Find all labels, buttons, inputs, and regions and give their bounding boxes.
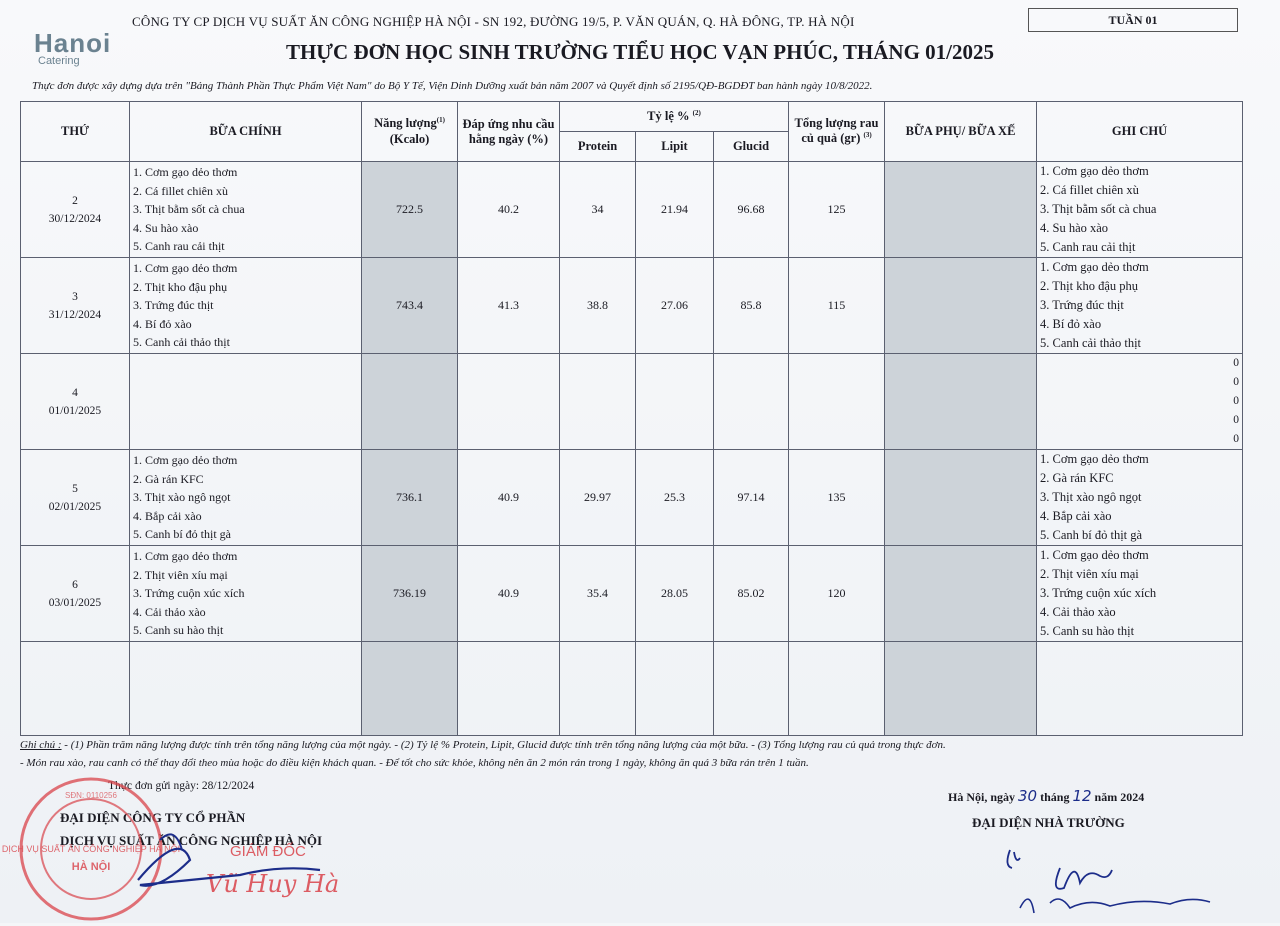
glucid-cell bbox=[714, 162, 789, 258]
daily-cell bbox=[458, 354, 560, 450]
stamp-city: HÀ NỘI bbox=[71, 861, 111, 873]
empty-cell bbox=[458, 642, 560, 736]
glucid-cell bbox=[714, 546, 789, 642]
note-item: 4. Bắp cải xào bbox=[1040, 509, 1112, 523]
month-label: tháng bbox=[1040, 790, 1070, 804]
daily-value: 40.2 bbox=[498, 202, 519, 216]
company-rep-line-2: DỊCH VỤ SUẤT ĂN CÔNG NGHIỆP HÀ NỘI bbox=[60, 833, 323, 848]
energy-value: 736.19 bbox=[393, 586, 426, 600]
note-item: 2. Cá fillet chiên xù bbox=[1040, 183, 1139, 197]
note-item: 4. Bí đỏ xào bbox=[1040, 317, 1102, 331]
col-main: BỮA CHÍNH bbox=[130, 102, 362, 162]
note-item: 1. Cơm gạo dẻo thơm bbox=[1040, 164, 1149, 178]
note-item: 3. Thịt xào ngô ngọt bbox=[1040, 490, 1142, 504]
note-item: 3. Trứng cuộn xúc xích bbox=[1040, 586, 1157, 600]
footnote-line-2: - Món rau xào, rau canh có thể thay đổi theo mùa hoặc do điều kiện khách quan. - Để tốt cho sức khỏe, không nên ăn 2 món rán trong 1 ngày, không ăn quá 3 bữa rán trên 1 tuần. bbox=[20, 757, 809, 769]
energy-cell bbox=[362, 546, 458, 642]
main-meal-cell bbox=[130, 354, 362, 450]
glucid-cell bbox=[714, 354, 789, 450]
empty-cell bbox=[560, 642, 636, 736]
day-cell bbox=[21, 450, 130, 546]
dish-item: 3. Thịt bằm sốt cà chua bbox=[133, 202, 245, 217]
day-date: 31/12/2024 bbox=[48, 308, 102, 321]
dish-item: 2. Thịt viên xíu mại bbox=[133, 567, 228, 582]
day-cell bbox=[21, 354, 130, 450]
empty-cell bbox=[1037, 642, 1243, 736]
note-item: 4. Su hào xào bbox=[1040, 221, 1109, 235]
notes-cell bbox=[1037, 450, 1243, 546]
notes-cell bbox=[1037, 546, 1243, 642]
protein-cell bbox=[560, 546, 636, 642]
table-row bbox=[21, 450, 1243, 546]
school-representative: ĐẠI DIỆN NHÀ TRƯỜNG bbox=[972, 815, 1125, 830]
daily-value: 41.3 bbox=[498, 298, 519, 312]
dish-item: 3. Trứng cuộn xúc xích bbox=[133, 586, 245, 601]
day-cell bbox=[21, 546, 130, 642]
day-number: 4 bbox=[72, 386, 78, 399]
veg-value: 135 bbox=[827, 490, 846, 504]
dish-item: 5. Canh su hào thịt bbox=[133, 623, 224, 638]
director-title: GIÁM ĐỐC bbox=[230, 843, 306, 860]
veg-value: 125 bbox=[827, 202, 846, 216]
page-title: THỰC ĐƠN HỌC SINH TRƯỜNG TIỂU HỌC VẠN PHÚC, THÁNG 01/2025 bbox=[285, 40, 995, 64]
company-header: CÔNG TY CP DỊCH VỤ SUẤT ĂN CÔNG NGHIỆP HÀ NỘI - SN 192, ĐƯỜNG 19/5, P. VĂN QUÁN, Q. HÀ ĐÔNG, TP. HÀ NỘI bbox=[132, 14, 855, 29]
veg-cell bbox=[789, 162, 885, 258]
veg-footnote-mark: (3) bbox=[863, 131, 872, 140]
empty-cell bbox=[714, 642, 789, 736]
note-item: 1. Cơm gạo dẻo thơm bbox=[1040, 452, 1149, 466]
day-cell bbox=[21, 162, 130, 258]
col-energy bbox=[362, 102, 458, 162]
main-meal-cell bbox=[130, 546, 362, 642]
energy-value: 722.5 bbox=[396, 202, 423, 216]
year-label: năm 2024 bbox=[1094, 790, 1145, 804]
col-veg bbox=[789, 102, 885, 162]
protein-cell bbox=[560, 354, 636, 450]
dish-item: 2. Cá fillet chiên xù bbox=[133, 183, 228, 198]
signing-place-date bbox=[948, 787, 1144, 805]
director-signature bbox=[120, 820, 380, 910]
energy-value: 743.4 bbox=[396, 298, 423, 312]
notes-cell bbox=[1037, 258, 1243, 354]
empty-cell bbox=[789, 642, 885, 736]
sign-day: 30 bbox=[1018, 787, 1038, 805]
col-energy-label: Năng lượng bbox=[374, 116, 437, 131]
col-side: BỮA PHỤ/ BỮA XẾ bbox=[885, 102, 1037, 162]
main-meal-cell bbox=[130, 162, 362, 258]
veg-value: 115 bbox=[827, 298, 846, 312]
col-lipit: Lipit bbox=[636, 132, 714, 162]
dish-item: 1. Cơm gạo dẻo thơm bbox=[133, 261, 238, 276]
place-label: Hà Nội, ngày bbox=[948, 790, 1016, 804]
sent-value: 28/12/2024 bbox=[201, 780, 255, 792]
veg-value: 120 bbox=[827, 586, 846, 600]
protein-cell bbox=[560, 450, 636, 546]
table-row bbox=[21, 258, 1243, 354]
note-item: 5. Canh rau cải thịt bbox=[1040, 240, 1136, 254]
protein-value: 29.97 bbox=[584, 490, 611, 504]
side-meal-cell bbox=[885, 162, 1037, 258]
school-signature bbox=[1000, 838, 1240, 923]
lipit-cell bbox=[636, 258, 714, 354]
energy-cell bbox=[362, 162, 458, 258]
company-rep-line-1: ĐẠI DIỆN CÔNG TY CỔ PHẦN bbox=[60, 810, 246, 825]
protein-cell bbox=[560, 258, 636, 354]
dish-item: 4. Bắp cải xào bbox=[133, 508, 202, 523]
note-item: 0 bbox=[1233, 414, 1239, 426]
note-item: 3. Trứng đúc thịt bbox=[1040, 298, 1124, 312]
daily-cell bbox=[458, 258, 560, 354]
side-meal-cell bbox=[885, 546, 1037, 642]
veg-cell bbox=[789, 546, 885, 642]
day-date: 30/12/2024 bbox=[48, 212, 102, 225]
protein-value: 38.8 bbox=[587, 298, 608, 312]
dish-item: 5. Canh bí đỏ thịt gà bbox=[133, 527, 231, 542]
sign-month: 12 bbox=[1072, 787, 1092, 805]
note-item: 5. Canh su hào thịt bbox=[1040, 624, 1135, 638]
protein-cell bbox=[560, 162, 636, 258]
dish-item: 1. Cơm gạo dẻo thơm bbox=[133, 453, 238, 468]
table-row bbox=[21, 354, 1243, 450]
menu-body bbox=[21, 162, 1243, 736]
notes-cell bbox=[1037, 162, 1243, 258]
lipit-value: 28.05 bbox=[661, 586, 688, 600]
note-item: 5. Canh bí đỏ thịt gà bbox=[1040, 528, 1143, 542]
table-row bbox=[21, 162, 1243, 258]
day-number: 2 bbox=[72, 194, 78, 207]
glucid-value: 97.14 bbox=[737, 490, 765, 504]
note-item: 0 bbox=[1233, 357, 1239, 369]
lipit-cell bbox=[636, 162, 714, 258]
col-day: THỨ bbox=[21, 102, 130, 162]
empty-cell bbox=[130, 642, 362, 736]
col-veg-label: Tổng lượng rau củ quả (gr) bbox=[794, 116, 879, 146]
footnote-text-1: - (1) Phần trăm năng lượng được tính trên tổng năng lượng của một ngày. - (2) Tỷ lệ % Protein, Lipit, Glucid được tính trên tổng năng lượng của một bữa. - (3) Tổng lượng rau củ quả trong thực đơn. bbox=[64, 739, 946, 751]
note-item: 0 bbox=[1233, 433, 1239, 445]
energy-cell bbox=[362, 354, 458, 450]
lipit-cell bbox=[636, 354, 714, 450]
col-protein: Protein bbox=[560, 132, 636, 162]
energy-cell bbox=[362, 450, 458, 546]
empty-cell bbox=[885, 642, 1037, 736]
day-date: 01/01/2025 bbox=[48, 404, 102, 417]
day-date: 03/01/2025 bbox=[48, 596, 102, 609]
lipit-value: 21.94 bbox=[661, 202, 688, 216]
dish-item: 4. Cải thảo xào bbox=[133, 604, 206, 619]
veg-cell bbox=[789, 258, 885, 354]
side-meal-cell bbox=[885, 258, 1037, 354]
col-glucid: Glucid bbox=[714, 132, 789, 162]
week-label: TUẦN 01 bbox=[1028, 8, 1238, 32]
empty-cell bbox=[21, 642, 130, 736]
table-row bbox=[21, 546, 1243, 642]
glucid-cell bbox=[714, 258, 789, 354]
logo-sub: Catering bbox=[38, 55, 80, 67]
dish-item: 5. Canh rau cải thịt bbox=[133, 239, 225, 254]
sent-label: Thực đơn gửi ngày: bbox=[108, 780, 200, 792]
note-item: 1. Cơm gạo dẻo thơm bbox=[1040, 260, 1149, 274]
basis-note: Thực đơn được xây dựng dựa trên "Bảng Thành Phần Thực Phẩm Việt Nam" do Bộ Y Tế, Viện Dinh Dưỡng xuất bản năm 2007 và Quyết định số 2195/QĐ-BGDĐT ban hành ngày 10/8/2022. bbox=[32, 80, 873, 92]
note-item: 2. Gà rán KFC bbox=[1040, 471, 1114, 485]
veg-cell bbox=[789, 354, 885, 450]
dish-item: 2. Thịt kho đậu phụ bbox=[133, 279, 228, 294]
director-name: Vũ Huy Hà bbox=[206, 870, 340, 898]
stamp-text: DỊCH VỤ SUẤT ĂN CÔNG NGHIỆP HÀ NỘI bbox=[1, 844, 181, 854]
side-meal-cell bbox=[885, 450, 1037, 546]
protein-value: 35.4 bbox=[587, 586, 608, 600]
daily-cell bbox=[458, 162, 560, 258]
dish-item: 1. Cơm gạo dẻo thơm bbox=[133, 549, 238, 564]
note-item: 1. Cơm gạo dẻo thơm bbox=[1040, 548, 1149, 562]
menu-table bbox=[20, 101, 1243, 736]
col-notes: GHI CHÚ bbox=[1037, 102, 1243, 162]
notes-cell bbox=[1037, 354, 1243, 450]
note-item: 2. Thịt kho đậu phụ bbox=[1040, 279, 1139, 293]
glucid-value: 85.8 bbox=[740, 298, 762, 312]
side-meal-cell bbox=[885, 354, 1037, 450]
energy-cell bbox=[362, 258, 458, 354]
note-item: 3. Thịt bằm sốt cà chua bbox=[1040, 202, 1157, 216]
daily-value: 40.9 bbox=[498, 490, 519, 504]
empty-cell bbox=[362, 642, 458, 736]
col-energy-unit: (Kcalo) bbox=[389, 131, 430, 146]
footnote-line-1 bbox=[20, 739, 946, 751]
dish-item: 3. Thịt xào ngô ngọt bbox=[133, 490, 231, 505]
empty-row bbox=[21, 642, 1243, 736]
lipit-value: 27.06 bbox=[661, 298, 688, 312]
glucid-cell bbox=[714, 450, 789, 546]
daily-cell bbox=[458, 546, 560, 642]
note-item: 0 bbox=[1233, 395, 1239, 407]
ratio-footnote-mark: (2) bbox=[692, 108, 701, 117]
daily-cell bbox=[458, 450, 560, 546]
lipit-cell bbox=[636, 450, 714, 546]
daily-value: 40.9 bbox=[498, 586, 519, 600]
main-meal-cell bbox=[130, 450, 362, 546]
col-daily: Đáp ứng nhu cầu hằng ngày (%) bbox=[458, 102, 560, 162]
dish-item: 4. Su hào xào bbox=[133, 220, 199, 235]
col-ratio bbox=[560, 102, 789, 132]
note-item: 0 bbox=[1233, 376, 1239, 388]
day-number: 6 bbox=[72, 578, 78, 591]
day-number: 3 bbox=[72, 290, 78, 303]
dish-item: 2. Gà rán KFC bbox=[133, 471, 204, 486]
main-meal-cell bbox=[130, 258, 362, 354]
note-item: 4. Cải thảo xào bbox=[1040, 605, 1116, 619]
logo-word: Hanoi bbox=[34, 28, 112, 58]
col-ratio-label: Tỷ lệ % bbox=[647, 109, 690, 124]
energy-value: 736.1 bbox=[396, 490, 423, 504]
dish-item: 1. Cơm gạo dẻo thơm bbox=[133, 165, 238, 180]
lipit-cell bbox=[636, 546, 714, 642]
note-item: 5. Canh cải thảo thịt bbox=[1040, 336, 1142, 350]
day-cell bbox=[21, 258, 130, 354]
empty-cell bbox=[636, 642, 714, 736]
glucid-value: 85.02 bbox=[737, 586, 765, 600]
glucid-value: 96.68 bbox=[737, 202, 765, 216]
footnote-label: Ghi chú : bbox=[20, 739, 62, 751]
dish-item: 5. Canh cải thảo thịt bbox=[133, 335, 230, 350]
stamp-code: SĐN: 0110256 bbox=[65, 791, 117, 800]
note-item: 2. Thịt viên xíu mại bbox=[1040, 567, 1139, 581]
energy-footnote-mark: (1) bbox=[436, 116, 445, 125]
dish-item: 3. Trứng đúc thịt bbox=[133, 298, 214, 313]
protein-value: 34 bbox=[591, 202, 604, 216]
veg-cell bbox=[789, 450, 885, 546]
day-number: 5 bbox=[72, 482, 78, 495]
day-date: 02/01/2025 bbox=[48, 500, 102, 513]
dish-item: 4. Bí đỏ xào bbox=[133, 316, 192, 331]
lipit-value: 25.3 bbox=[664, 490, 685, 504]
